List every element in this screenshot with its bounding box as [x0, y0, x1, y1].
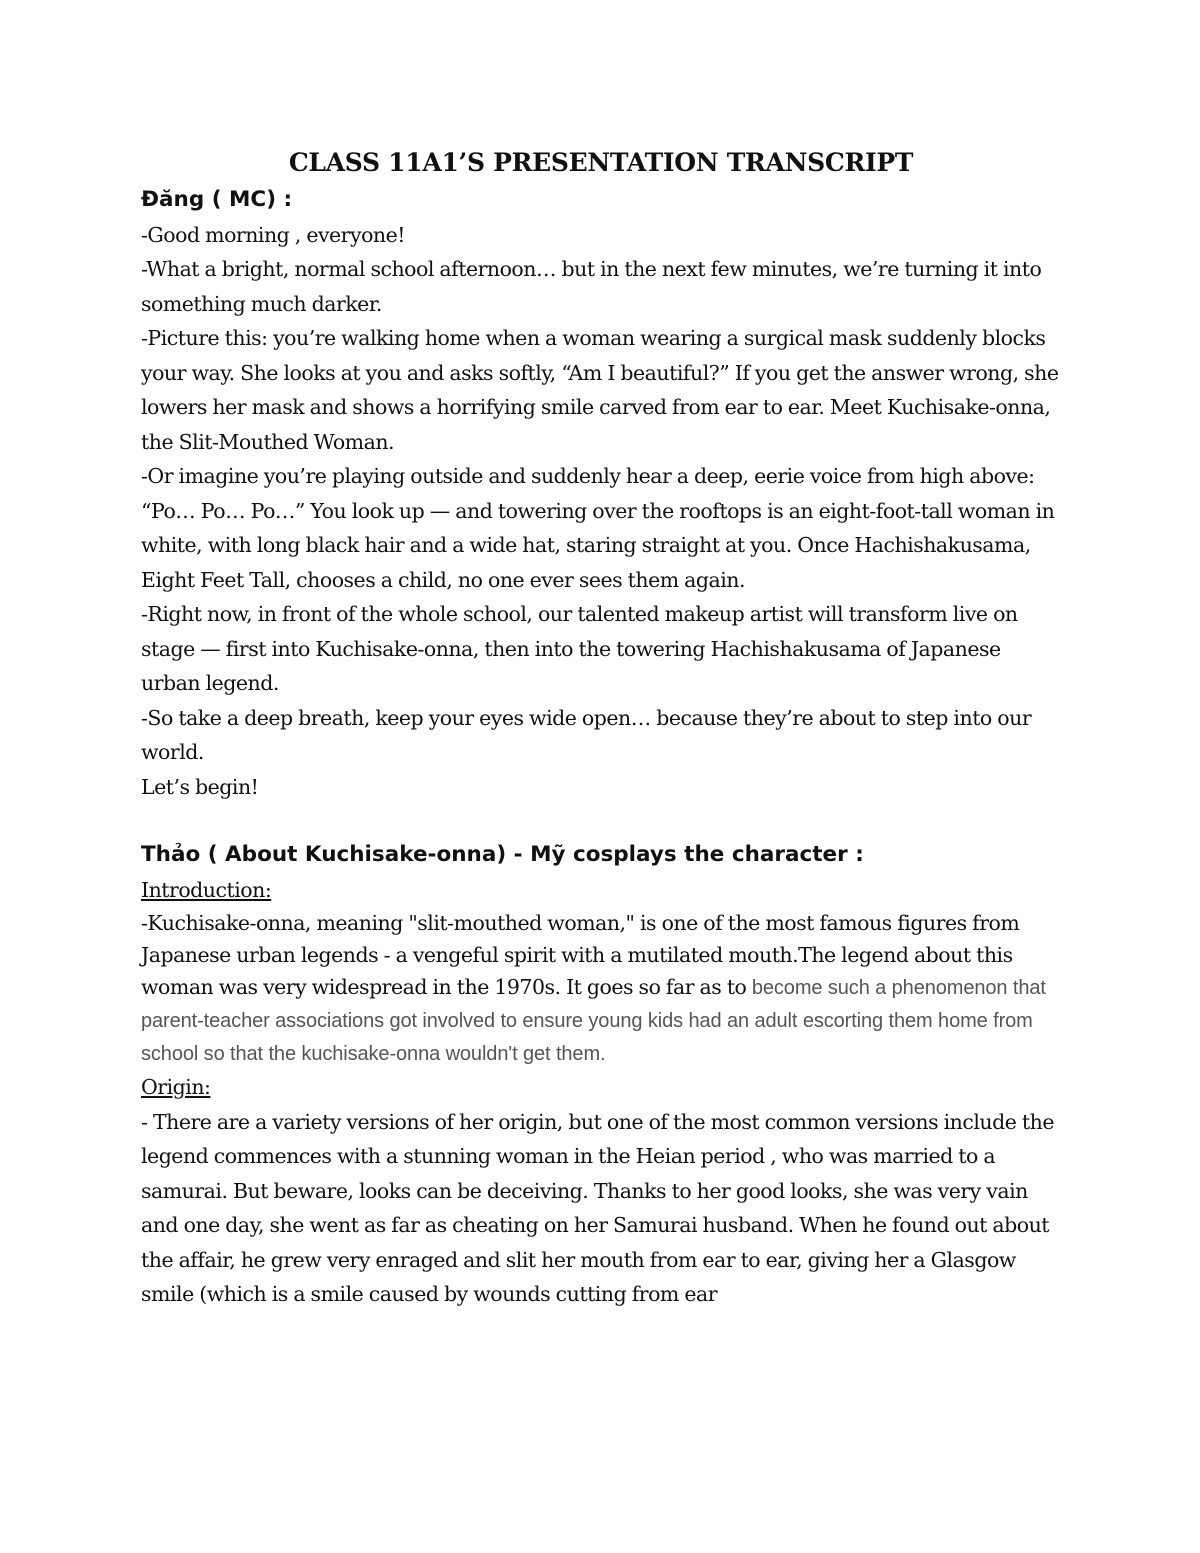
- introduction-text-serif: -Kuchisake-onna, meaning "slit-mouthed woman," is one of the most famous figures from Japanese urban legends - a vengeful spirit with a mutilated mouth.The legend about this woman was very widespread in the 1970s. It goes so far as to: [141, 911, 1020, 999]
- mc-speaker-label: Đăng ( MC) :: [141, 187, 293, 212]
- origin-heading: Origin:: [141, 1075, 211, 1099]
- mc-line: -Picture this: you’re walking home when a woman wearing a surgical mask suddenly blocks your way. She looks at you and asks softly, “Am I beautiful?” If you get the answer wrong, she lowers her mask and shows a horrifying smile carved from ear to ear. Meet Kuchisake-onna, the Slit-Mouthed Woman.: [141, 326, 1059, 454]
- origin-paragraph: - There are a variety versions of her origin, but one of the most common versions include the legend commences with a stunning woman in the Heian period , who was married to a samurai. But beware, looks can be deceiving. Thanks to her good looks, she was very vain and one day, she went as far as cheating on her Samurai husband. When he found out about the affair, he grew very enraged and slit her mouth from ear to ear, giving her a Glasgow smile (which is a smile caused by wounds cutting from ear: [141, 1109, 1054, 1306]
- mc-line: -Right now, in front of the whole school, our talented makeup artist will transform live on stage — first into Kuchisake-onna, then into the towering Hachishakusama of Japanese urban legend.: [141, 602, 1018, 695]
- mc-line: -So take a deep breath, keep your eyes wide open… because they’re about to step into our world.: [141, 705, 1032, 764]
- mc-line: -Or imagine you’re playing outside and suddenly hear a deep, eerie voice from high above: “Po… Po… Po…” You look up — and towering over the rooftops is an eight-foot-tall woman in white, with long black hair and a wide hat, staring straight at you. Once Hachishakusama, Eight Feet Tall, chooses a child, no one ever sees them again.: [141, 464, 1055, 592]
- document-page: [141, 143, 1061, 1312]
- document-title: CLASS 11A1’S PRESENTATION TRANSCRIPT: [288, 148, 914, 177]
- introduction-heading: Introduction:: [141, 877, 272, 902]
- introduction-paragraph: [141, 907, 1061, 1070]
- kuchisake-speaker-label: Thảo ( About Kuchisake-onna) - Mỹ cosplays the character :: [141, 842, 864, 867]
- section-spacer: [141, 804, 1061, 838]
- mc-line: -What a bright, normal school afternoon… but in the next few minutes, we’re turning it into something much darker.: [141, 257, 1042, 316]
- mc-line: Let’s begin!: [141, 774, 259, 799]
- introduction-text-sans: become such a phenomenon that parent-teacher associations got involved to ensure young kids had an adult escorting them home from school so that the kuchisake-onna wouldn't get them.: [141, 977, 1046, 1065]
- mc-line: -Good morning , everyone!: [141, 222, 405, 247]
